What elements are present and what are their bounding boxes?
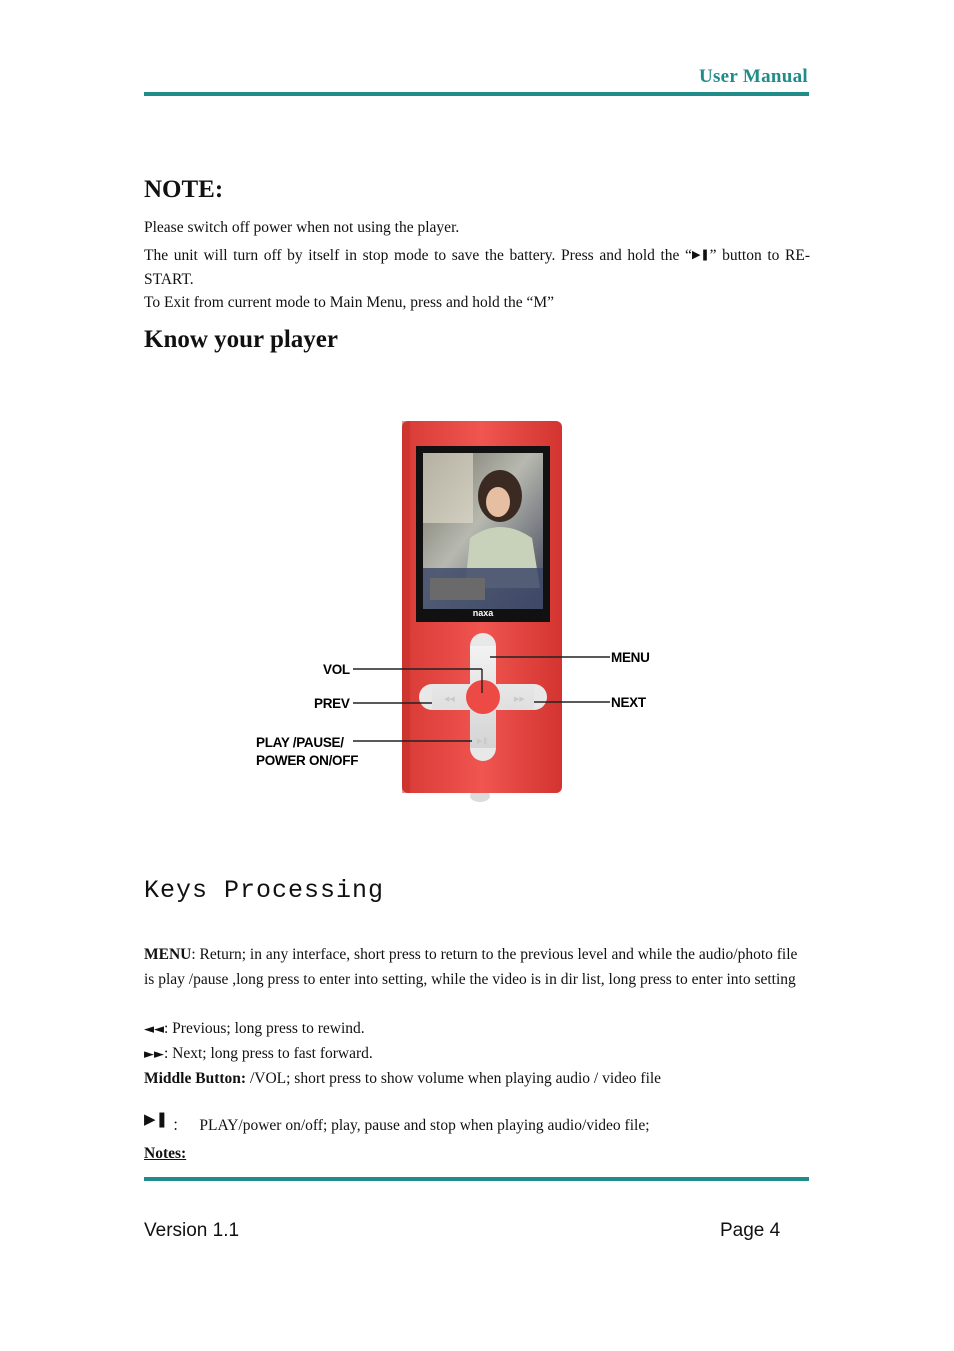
note-line-2: [144, 243, 810, 292]
keys-menu-paragraph: [144, 942, 804, 992]
note-heading: NOTE:: [144, 176, 224, 203]
play-colon: ：: [171, 1117, 188, 1134]
prev-icon: ◄◄: [144, 1022, 164, 1037]
callout-vol: VOL: [323, 662, 350, 677]
play-pause-icon: ▶❚: [144, 1110, 169, 1128]
keys-prev-line: [144, 1017, 810, 1042]
play-text: PLAY/power on/off; play, pause and stop when playing audio/video file;: [199, 1117, 650, 1134]
keys-play-line: [144, 1102, 810, 1143]
keys-notes-line: [144, 1142, 810, 1166]
footer-version: Version 1.1: [144, 1220, 240, 1241]
callout-prev: PREV: [314, 696, 350, 711]
play-pause-icon: ▶❚: [691, 248, 710, 261]
middle-label: Middle Button:: [144, 1070, 250, 1087]
note-line-3: To Exit from current mode to Main Menu, press and hold the “M”: [144, 294, 555, 311]
footer-page: Page 4: [720, 1220, 781, 1241]
note-line-2-after: ” button to RE-START.: [144, 247, 810, 288]
middle-button: [466, 680, 500, 714]
player-diagram: [250, 418, 670, 808]
svg-text:▶▶: ▶▶: [514, 695, 525, 703]
prev-text: : Previous; long press to rewind.: [164, 1020, 365, 1037]
footer-rule: [144, 1177, 809, 1181]
callout-menu: MENU: [611, 650, 650, 665]
know-heading: Know your player: [144, 326, 338, 353]
svg-text:▶❚: ▶❚: [477, 737, 489, 745]
brand-logo: naxa: [472, 608, 494, 618]
next-text: : Next; long press to fast forward.: [164, 1045, 373, 1062]
keys-next-line: [144, 1042, 810, 1067]
keys-middle-line: [144, 1067, 810, 1091]
notes-label: Notes:: [144, 1145, 187, 1162]
player-illustration: [250, 418, 670, 808]
header-rule: [144, 92, 809, 96]
menu-label: MENU: [144, 946, 192, 963]
svg-text:◀◀: ◀◀: [444, 695, 455, 703]
keys-heading: Keys Processing: [144, 876, 385, 905]
menu-text: : Return; in any interface, short press to return to the previous level and while the audio/photo file is play /pause ,long press to enter into setting, while the video is in dir list, long press to enter into setting: [144, 946, 798, 988]
next-icon: ►►: [144, 1047, 164, 1062]
callout-play-line1: PLAY /PAUSE/: [256, 735, 344, 750]
middle-text: /VOL; short press to show volume when playing audio / video file: [249, 1070, 662, 1087]
header-title: User Manual: [698, 66, 808, 87]
note-line-2-before: The unit will turn off by itself in stop mode to save the battery. Press and hold the “: [144, 247, 692, 264]
note-line-1: Please switch off power when not using the player.: [144, 219, 460, 236]
callout-next: NEXT: [611, 695, 646, 710]
callout-play-line2: POWER ON/OFF: [256, 753, 359, 768]
